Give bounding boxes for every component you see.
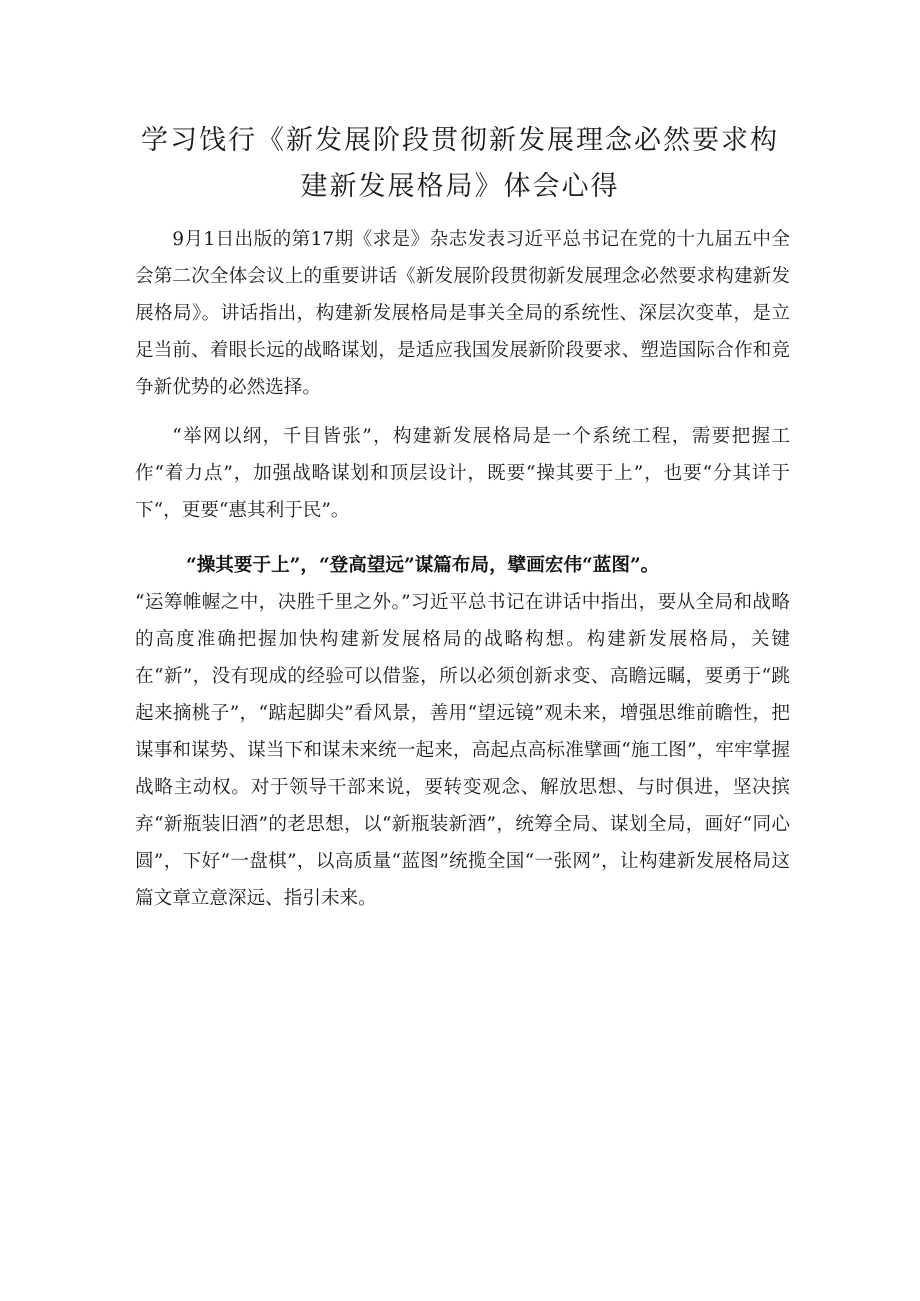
paragraph-intro: 9月1日出版的第17期《求是》杂志发表习近平总书记在党的十九届五中全会第二次全体会议上的重要讲话《新发展阶段贯彻新发展理念必然要求构建新发展格局》。讲话指出，构建新发展格局是事关全局的系统性、深层次变革，是立足当前、着眼长远的战略谋划，是适应我国发展新阶段要求、塑造国际合作和竞争新优势的必然选择。: [135, 229, 790, 398]
document-body: [135, 221, 790, 917]
paragraph-system-engineering: “举网以纲，千目皆张”，构建新发展格局是一个系统工程，需要把握工作“着力点”，加强战略谋划和顶层设计，既要“操其要于上”，也要“分其详于下“，更要“惠其利于民”。: [135, 426, 790, 521]
document-title: [120, 118, 800, 210]
title-line-2: 建新发展格局》体会心得: [300, 171, 620, 202]
title-line-1: 学习饯行《新发展阶段贯彻新发展理念必然要求构: [141, 125, 779, 156]
section-heading: “操其要于上”，“登高望远”谋篇布局，擘画宏伟“蓝图”。: [186, 555, 660, 576]
paragraph-strategy: “运筹帷幄之中，决胜千里之外。”习近平总书记在讲话中指出，要从全局和战略的高度准确把握加快构建新发展格局的战略构想。构建新发展格局，关键在“新”，没有现成的经验可以借鉴，所以必须创新求变、高瞻远瞩，要勇于“跳起来摘桃子”，“踮起脚尖”看风景，善用“望远镜”观未来，增强思维前瞻性，把谋事和谋势、谋当下和谋未来统一起来，高起点高标准擘画“施工图”，牢牢掌握战略主动权。对于领导干部来说，要转变观念、解放思想、与时俱进，坚决摈弃“新瓶装旧酒”的老思想，以“新瓶装新酒”，统筹全局、谋划全局，画好“同心圆”，下好“一盘棋”，以高质量“蓝图”统揽全国“一张网”，让构建新发展格局这篇文章立意深远、指引未来。: [135, 592, 790, 909]
